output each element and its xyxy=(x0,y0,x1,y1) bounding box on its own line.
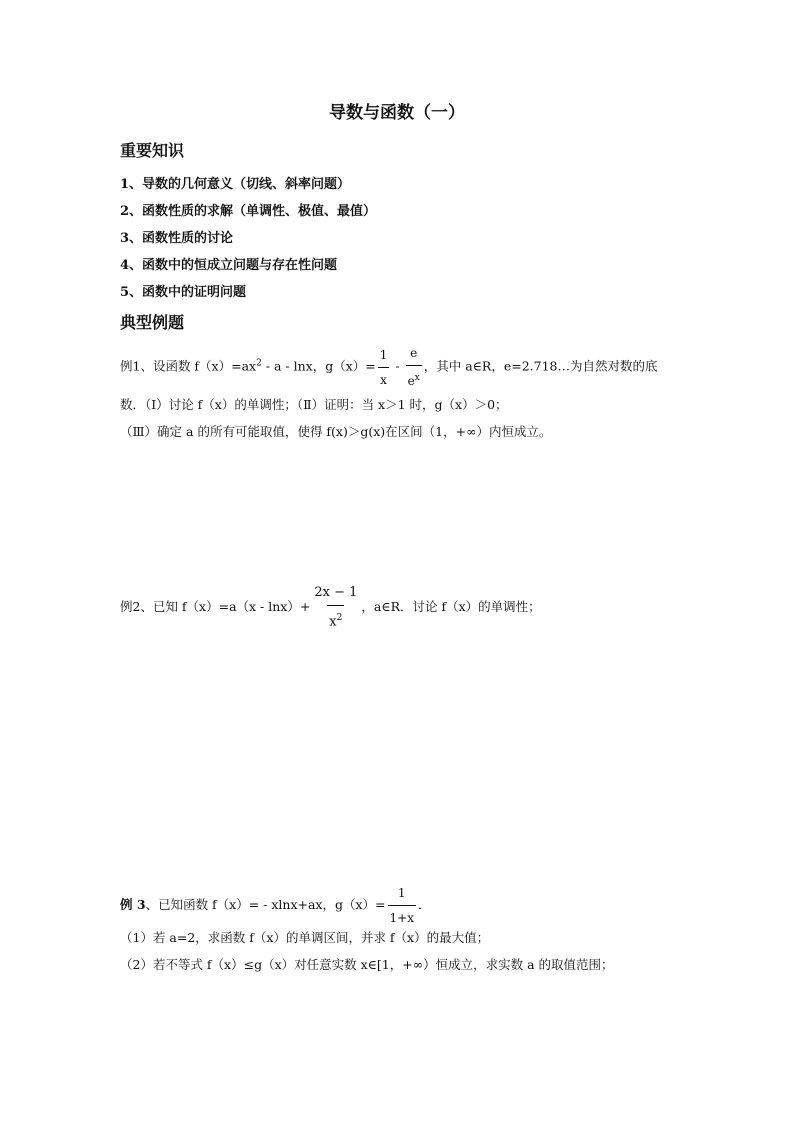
knowledge-heading: 重要知识 xyxy=(120,141,185,160)
knowledge-item-5: 5、函数中的证明问题 xyxy=(120,285,247,300)
ex1-fraction-1 xyxy=(378,345,390,390)
ex1-tail: ，其中 a∈R，e=2.718…为自然对数的底 xyxy=(423,358,658,374)
ex3-lead: 、已知函数 f（x）= - xlnx+ax，g（x）= xyxy=(145,897,386,912)
example-3-question-2: （2）若不等式 f（x）≤g（x）对任意实数 x∈[1，+∞）恒成立，求实数 a 的取值范围； xyxy=(120,957,614,972)
ex1-mid: - a - lnx，g（x）= xyxy=(261,358,376,374)
ex3-tail: ． xyxy=(417,897,431,912)
ex2-frac-numerator: 2x − 1 xyxy=(314,585,358,600)
ex3-fraction xyxy=(388,883,416,928)
knowledge-item-4: 4、函数中的恒成立问题与存在性问题 xyxy=(120,258,338,273)
ex1-fraction-2 xyxy=(406,343,422,391)
example-3-question-1: （1）若 a=2，求函数 f（x）的单调区间，并求 f（x）的最大值； xyxy=(120,930,490,945)
ex1-frac2-denominator xyxy=(406,365,422,391)
example-1-line-1 xyxy=(120,343,658,391)
ex3-label: 例 3 xyxy=(120,897,146,912)
ex1-lead: 例1、设函数 f（x）=ax xyxy=(120,358,257,374)
knowledge-item-1: 1、导数的几何意义（切线、斜率问题） xyxy=(120,177,351,192)
ex1-minus: - xyxy=(391,358,404,374)
ex2-fraction xyxy=(312,583,359,632)
ex2-frac-den-exp: 2 xyxy=(336,613,343,623)
ex1-frac1-denominator: x xyxy=(378,367,389,390)
ex3-frac-denominator: 1+x xyxy=(388,905,416,928)
example-1-line-3: （Ⅲ）确定 a 的所有可能取值，使得 f(x)＞g(x)在区间（1，+∞）内恒成立。 xyxy=(120,424,552,439)
ex2-lead: 例2、已知 f（x）=a（x - lnx）+ xyxy=(120,599,311,615)
page-title: 导数与函数（一） xyxy=(329,103,465,123)
ex1-frac1-numerator: 1 xyxy=(379,347,388,362)
examples-heading: 典型例题 xyxy=(120,313,185,332)
ex1-frac2-den-exp: x xyxy=(414,373,420,383)
ex1-exponent: 2 xyxy=(256,358,262,369)
example-1-line-2: 数．（Ⅰ）讨论 f（x）的单调性；（Ⅱ）证明：当 x＞1 时，g（x）＞0； xyxy=(120,397,508,412)
example-2-line-1 xyxy=(120,583,541,632)
ex2-frac-den-base: x xyxy=(329,614,337,630)
ex3-frac-numerator: 1 xyxy=(397,886,406,900)
ex1-frac2-numerator: e xyxy=(410,346,418,360)
knowledge-item-2: 2、函数性质的求解（单调性、极值、最值） xyxy=(120,204,377,219)
example-3-line-1 xyxy=(120,883,431,928)
ex2-frac-denominator xyxy=(327,605,344,632)
knowledge-item-3: 3、函数性质的讨论 xyxy=(120,231,234,246)
ex2-tail: ，a∈R．讨论 f（x）的单调性； xyxy=(361,599,541,615)
ex1-frac2-den-base: e xyxy=(407,374,415,388)
